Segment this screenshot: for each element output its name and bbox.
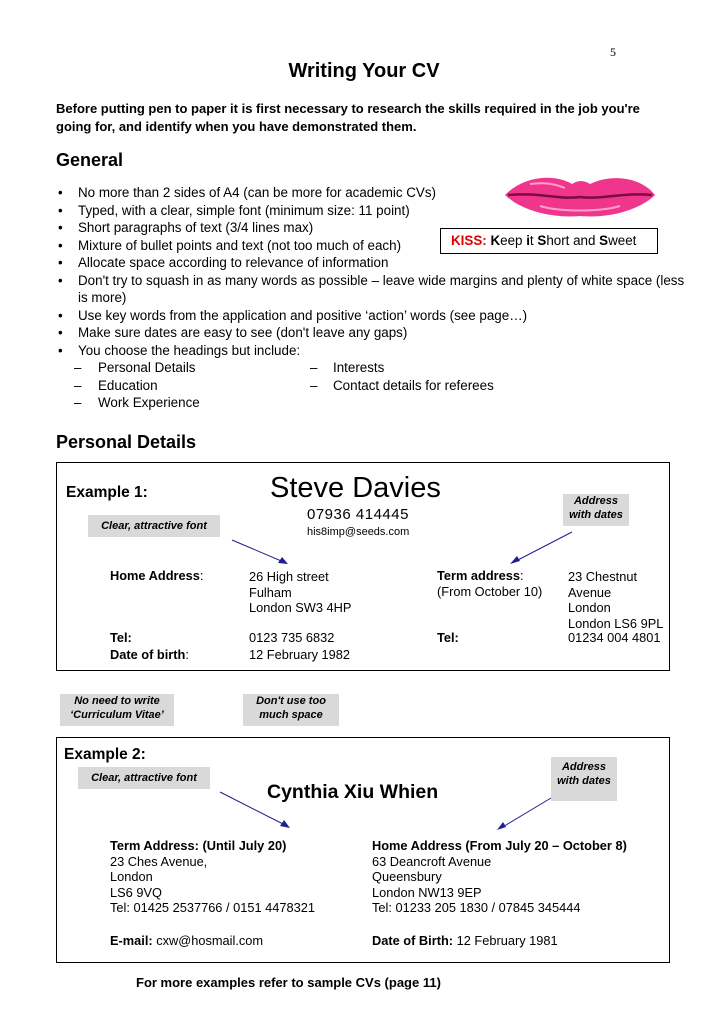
general-bullet-list xyxy=(56,184,696,412)
list-item: – Personal Details – Interests xyxy=(74,360,385,375)
list-item: • Allocate space according to relevance of information xyxy=(58,255,389,270)
tel-value: 0123 735 6832 xyxy=(249,630,335,645)
example2-arrows xyxy=(215,790,555,832)
term-tel-value: 01234 004 4801 xyxy=(568,630,661,645)
term-tel-label: Tel: xyxy=(437,630,459,645)
note-address-dates-2: Address with dates xyxy=(551,757,617,801)
dob-value: 12 February 1982 xyxy=(249,647,351,662)
list-item: – Education – Contact details for referees xyxy=(74,377,494,393)
example1-email: his8imp@seeds.com xyxy=(307,526,410,538)
personal-details-heading: Personal Details xyxy=(56,432,197,452)
footer-note: For more examples refer to sample CVs (page 11) xyxy=(136,975,441,990)
list-item: • You choose the headings but include: xyxy=(58,342,301,358)
home-address-label: Home Address: xyxy=(110,568,204,583)
note-no-cv-title: No need to write ‘Curriculum Vitae’ xyxy=(60,694,174,726)
example1-name: Steve Davies xyxy=(270,472,441,504)
page-number: 5 xyxy=(610,45,616,59)
list-item: • Make sure dates are easy to see (don't leave any gaps) xyxy=(58,325,408,340)
example2-home-address: Home Address (From July 20 – October 8) 63 Deancroft Avenue Queensbury London NW13 9EP Tel: 01233 205 1830 / 07845 345444 xyxy=(372,838,627,915)
list-item: • Don't try to squash in as many words as possible – leave wide margins and plenty of white space (less is more) xyxy=(58,272,685,305)
kiss-callout: KISS: Keep it Short and Sweet xyxy=(440,228,658,254)
term-address-label: Term address: (From October 10) xyxy=(437,568,543,599)
note-clear-font-2: Clear, attractive font xyxy=(78,767,210,789)
example2-dob: Date of Birth: 12 February 1981 xyxy=(372,933,558,948)
example1-arrows xyxy=(230,530,590,570)
example2-term-address: Term Address: (Until July 20) 23 Ches Avenue, London LS6 9VQ Tel: 01425 2537766 / 0151 4478321 xyxy=(110,838,315,915)
tel-label: Tel: xyxy=(110,630,132,645)
list-item: • Use key words from the application and positive ‘action’ words (see page…) xyxy=(58,307,528,323)
home-address-value: 26 High street Fulham London SW3 4HP xyxy=(249,569,352,615)
example2-email: E-mail: cxw@hosmail.com xyxy=(110,933,264,948)
list-item: • Mixture of bullet points and text (not too much of each) xyxy=(58,237,402,253)
note-address-dates: Address with dates xyxy=(563,494,629,526)
intro-text: Before putting pen to paper it is first necessary to research the skills required in the job you're going for, and identify when you have demonstrated them. xyxy=(56,101,640,134)
dob-label: Date of birth: xyxy=(110,647,189,662)
list-item: • No more than 2 sides of A4 (can be more for academic CVs) xyxy=(58,185,436,200)
example1-label: Example 1: xyxy=(66,484,148,501)
list-item: • Typed, with a clear, simple font (minimum size: 11 point) xyxy=(58,202,410,218)
page-title: Writing Your CV xyxy=(288,60,440,82)
example1-phone: 07936 414445 xyxy=(307,506,409,523)
general-heading: General xyxy=(56,150,124,170)
list-item: – Work Experience xyxy=(74,395,200,410)
term-address-value: 23 Chestnut Avenue London London LS6 9PL xyxy=(568,569,664,631)
example2-name: Cynthia Xiu Whien xyxy=(267,781,439,803)
note-space: Don't use too much space xyxy=(243,694,339,726)
list-item: • Short paragraphs of text (3/4 lines max) xyxy=(58,220,314,235)
note-clear-font: Clear, attractive font xyxy=(88,515,220,537)
example2-label: Example 2: xyxy=(64,746,146,763)
